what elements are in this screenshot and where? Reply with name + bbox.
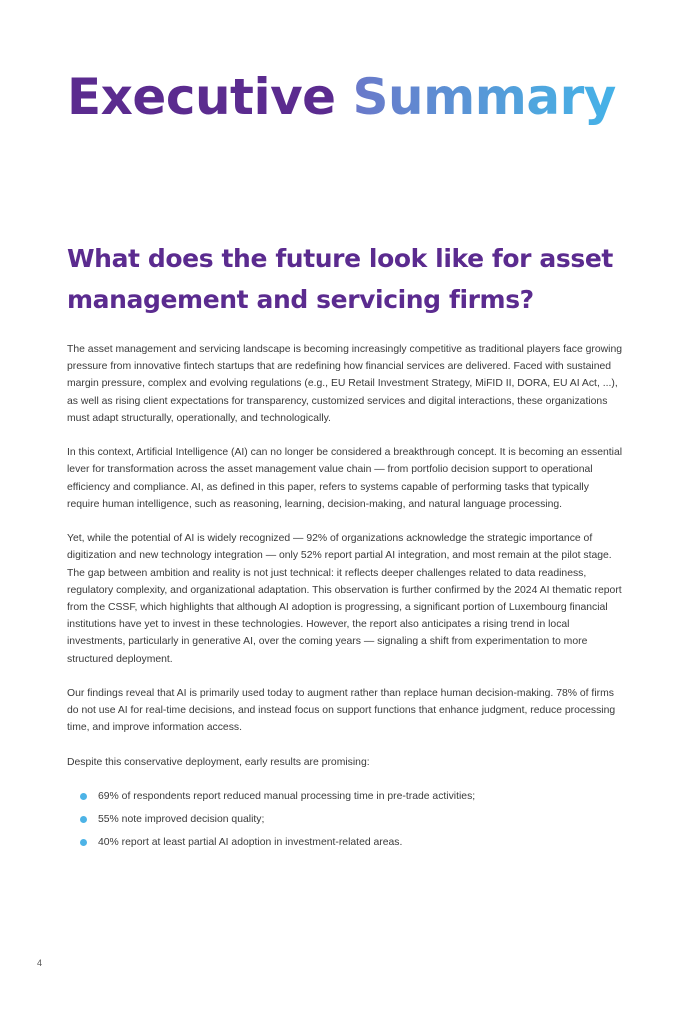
list-item [67, 788, 623, 805]
section-heading: What does the future look like for asset management and servicing firms? [67, 244, 613, 314]
bullet-dot-icon [80, 816, 87, 823]
list-item [67, 811, 623, 828]
findings-list [67, 788, 623, 851]
paragraph: Our findings reveal that AI is primarily used today to augment rather than replace human decision-making. 78% of firms do not use AI for real-time decisions, and instead focus on support functions that enhance judgment, reduce processing time, and improve information access. [67, 688, 616, 734]
paragraph: In this context, Artificial Intelligence (AI) can no longer be considered a breakthrough concept. It is becoming an essential lever for transformation across the asset management value chain — from portfolio decision support to operational efficiency and compliance. AI, as defined in this paper, refers to systems capable of performing tasks that typically require human intelligence, such as reasoning, learning, decision-making, and natural language processing. [67, 447, 623, 510]
page-title-word-executive: Executive [67, 68, 336, 126]
list-item-text: 55% note improved decision quality; [98, 814, 265, 825]
list-item-text: 69% of respondents report reduced manual processing time in pre-trade activities; [98, 791, 476, 803]
page-title [67, 60, 616, 134]
page-number: 4 [37, 958, 43, 968]
bullet-dot-icon [80, 793, 87, 800]
list-item-text: 40% report at least partial AI adoption in investment-related areas. [98, 836, 403, 848]
paragraph: Despite this conservative deployment, early results are promising: [67, 756, 370, 768]
paragraph: Yet, while the potential of AI is widely recognized — 92% of organizations acknowledge the strategic importance of digitization and new technology integration — only 52% report partial AI integration, and most remain at the pilot stage. The gap between ambition and reality is not just technical: it reflects deeper challenges related to data readiness, regulatory complexity, and organizational adaptation. This observation is further confirmed by the 2024 AI thematic report from the CSSF, which highlights that although AI adoption is progressing, a significant portion of Luxembourg financial institutions have yet to invest in these technologies. However, the report also anticipates a rising trend in local investments, particularly in generative AI, over the coming years — signaling a shift from experimentation to more structured deployment. [67, 533, 622, 665]
list-item [67, 834, 623, 851]
paragraph: The asset management and servicing landscape is becoming increasingly competitive as traditional players face growing pressure from innovative fintech startups that are redefining how financial services are delivered. Faced with sustained margin pressure, complex and evolving regulations (e.g., EU Retail Investment Strategy, MiFID II, DORA, EU AI Act, ...), as well as rising client expectations for transparency, customized services and digital interactions, these organizations must adapt structurally, operationally, and technologically. [67, 344, 623, 424]
bullet-dot-icon [80, 839, 87, 846]
body-content [67, 341, 623, 857]
page-title-word-summary: Summary [352, 68, 616, 126]
